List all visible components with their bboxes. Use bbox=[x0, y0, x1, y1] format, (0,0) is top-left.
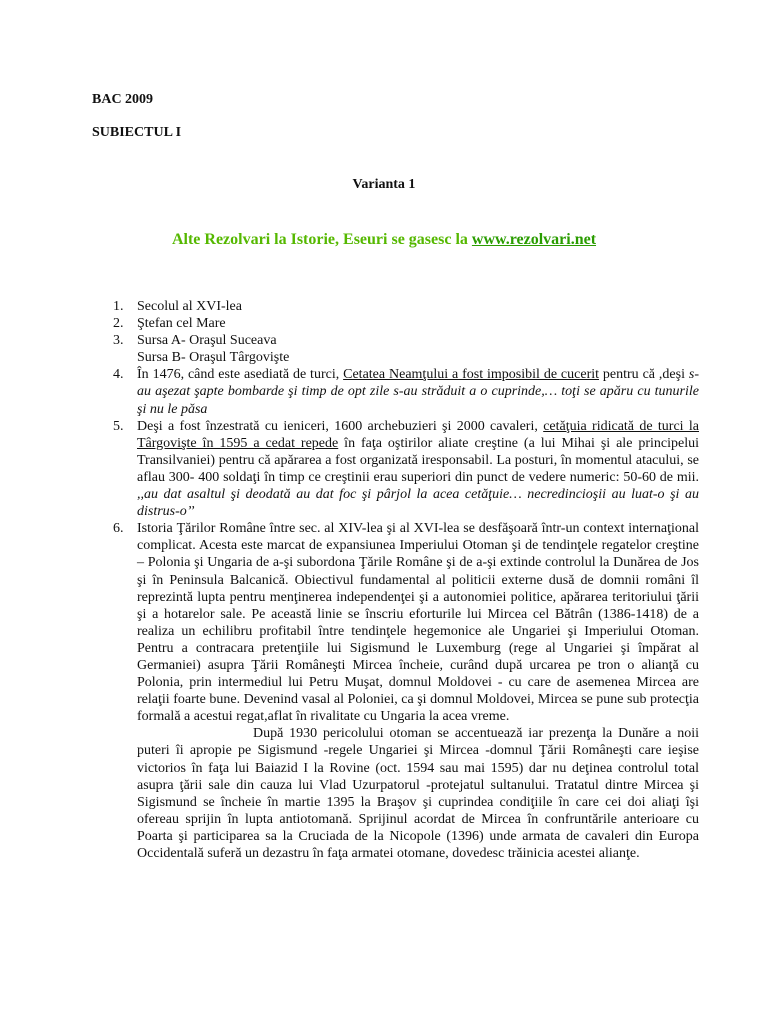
answer-text: Secolul al XVI-lea bbox=[137, 299, 242, 314]
answer-source-a: Sursa A- Oraşul Suceava bbox=[137, 333, 277, 349]
answer-3 bbox=[113, 332, 699, 366]
answer-number: 1. bbox=[113, 299, 124, 314]
promo-text: Alte Rezolvari la Istorie, Eseuri se gasesc la bbox=[171, 231, 468, 248]
answer-text-cont: în faţa oştirilor aliate creştine (a lui Mihai şi ale principelui Transilvaniei) pentru că apărarea a fost organizată iresponsabil. La posturi, în momentul atacului, se aflau 300- 400 soldaţi în timp ce creştinii erau superiori din punct de vedere numeric: 50-60 de mii. bbox=[137, 435, 699, 485]
promo-link[interactable]: www.rezolvari.net bbox=[471, 231, 597, 248]
variant-title: Varianta 1 bbox=[352, 177, 416, 192]
underlined-phrase: cetăţuia ridicată de turci la Târgovişte în 1595 a cedat repede bbox=[137, 418, 699, 451]
answer-text: În 1476, când este asediată de turci, bbox=[137, 367, 340, 383]
exam-title: BAC 2009 bbox=[92, 92, 154, 107]
subject-title: SUBIECTUL I bbox=[92, 125, 182, 140]
answer-text: Ştefan cel Mare bbox=[137, 316, 226, 332]
essay-paragraph-2: După 1930 pericolului otoman se accentuează iar prezenţa la Dunăre a noii puteri îi apropie pe Sigismund -regele Ungariei şi Mircea -domnul Ţării Româneşti care ieşise victorios în faţa lui Baiazid I la Rovine (oct. 1594 sau mai 1595) dar nu deţinea controlul total asupra ţării sale din cauza lui Vlad Uzurpatorul -protejatul sultanului. Tratatul dintre Mircea şi Sigismund se încheie în martie 1395 la Braşov şi cuprindea condiţiile în care cei doi aliaţi îşi ofereau sprijin în lupta antiotomană. Sprijinul acordat de Mircea în confruntările anterioare cu Poarta şi participarea sa la Cruciada de la Nicopole (1396) unde armata de cavaleri din Europa Occidentală suferă un dezastru în faţa armatei otomane, dovedesc trăinicia acestei alianţe. bbox=[137, 726, 699, 861]
answer-number: 4. bbox=[113, 367, 124, 383]
answer-source-b: Sursa B- Oraşul Târgovişte bbox=[137, 350, 290, 366]
answer-1 bbox=[113, 298, 699, 315]
quote-text: ,,au dat asaltul şi deodată au dat foc şi pârjol la acea cetăţuie… necredincioşii au luat-o şi au distrus-o’’ bbox=[137, 487, 699, 520]
answer-number: 2. bbox=[113, 316, 124, 332]
answer-number: 3. bbox=[113, 333, 124, 349]
underlined-phrase: Cetatea Neamţului a fost imposibil de cucerit bbox=[343, 367, 600, 383]
answer-2 bbox=[113, 315, 699, 332]
answer-5 bbox=[113, 418, 699, 521]
answer-4 bbox=[113, 366, 699, 417]
answer-list bbox=[113, 298, 699, 862]
answer-number: 5. bbox=[113, 418, 124, 434]
answer-6 bbox=[113, 520, 699, 862]
promo-line bbox=[0, 231, 768, 249]
quote-text: s-au aşezat şapte bombarde şi timp de opt zile s-au străduit a o cuprinde,… toţi se apăru cu tunurile şi nu le păsa bbox=[137, 367, 699, 417]
essay-paragraph-1: Istoria Ţărilor Române între sec. al XIV-lea şi al XVI-lea se desfăşoară într-un context internaţional complicat. Acesta este marcat de expansiunea Imperiului Otoman şi de tendinţele regatelor creştine – Polonia şi Ungaria de a-şi subordona Ţările Române şi de a-şi extinde controlul la Dunărea de Jos şi în Peninsula Balcanică. Obiectivul fundamental al politicii externe dusă de domnii români îl reprezintă lupta pentru menţinerea independenţei şi a autonomiei politice, apărarea teritoriului ţării şi a hotarelor sale. Pe această linie se înscriu eforturile lui Mircea cel Bătrân (1386-1418) de a realiza un echilibru profitabil între tendinţele hegemonice ale Ungariei şi Imperiului Otoman. Pentru a contracara pretenţiile lui Sigismund le Luxemburg (rege al Ungariei şi împărat al Germaniei) asupra Ţării Româneşti Mircea încheie, curând după urcarea pe tron o alianţă cu Polonia, prin intermediul lui Petru Muşat, domnul Moldovei - cu care de asemenea Mircea are relaţii foarte bune. Devenind vasal al Poloniei, ca şi domnul Moldovei, Mircea se pune sub protecţia formală a acestui regat,aflat în rivalitate cu Ungaria la acea vreme. bbox=[137, 521, 699, 725]
answer-text: Deşi a fost înzestrată cu ieniceri, 1600 archebuzieri şi 2000 cavaleri, bbox=[137, 418, 538, 434]
answer-text-cont: pentru că ,deşi bbox=[599, 367, 685, 383]
answer-number: 6. bbox=[113, 521, 124, 537]
